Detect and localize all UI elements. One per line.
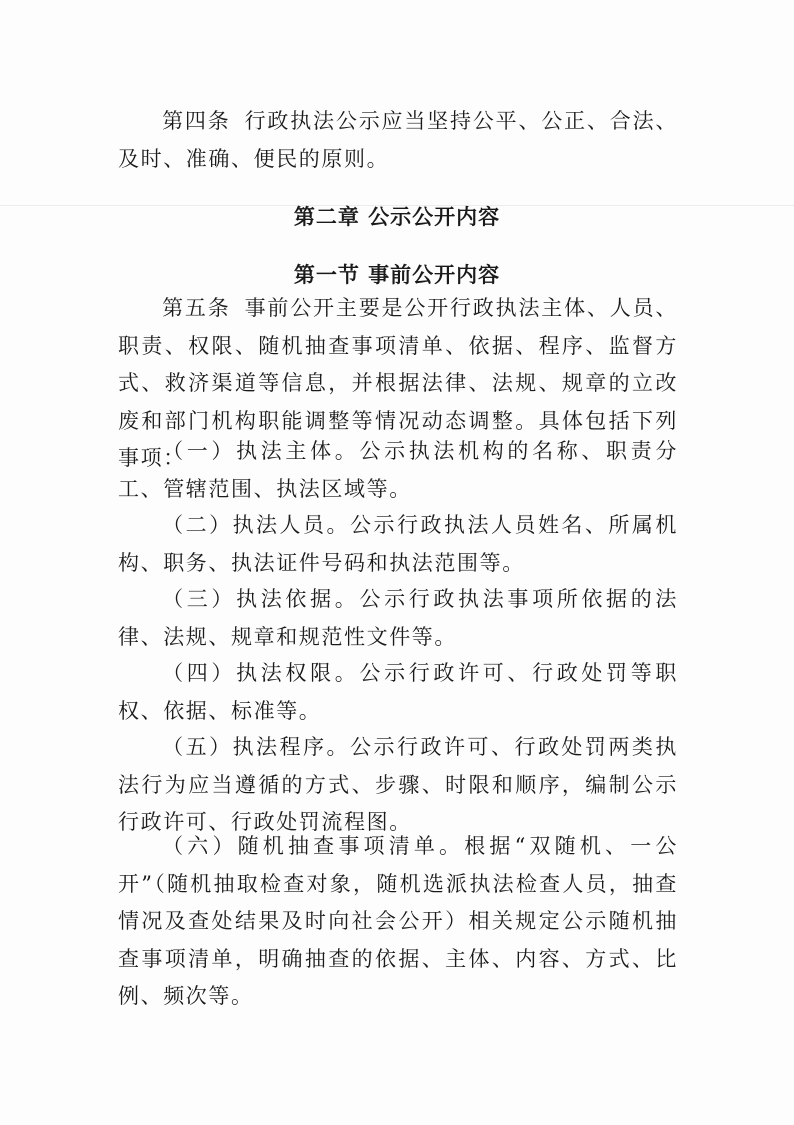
item-2-paragraph: （二）执法人员。公示行政执法人员姓名、所属机构、职务、执法证件号码和执法范围等。: [118, 513, 678, 575]
article-5-label: 第五条: [162, 296, 231, 320]
article-4-paragraph: [118, 103, 678, 178]
article-5-text: 事前公开主要是公开行政执法主体、人员、职责、权限、随机抽查事项清单、依据、程序、监督方式、救济渠道等信息，并根据法律、法规、规章的立改废和部门机构职能调整等情况动态调整。具体包括下列事项：: [118, 296, 678, 470]
item-4-paragraph: （四）执法权限。公示行政许可、行政处罚等职权、依据、标准等。: [118, 661, 678, 723]
chapter-heading: 第二章 公示公开内容: [293, 205, 501, 229]
article-4-text: 行政执法公示应当坚持公平、公正、合法、及时、准确、便民的原则。: [118, 109, 678, 171]
item-1-paragraph: （一）执法主体。公示执法机构的名称、职责分工、管辖范围、执法区域等。: [118, 439, 678, 501]
item-3-paragraph: （三）执法依据。公示行政执法事项所依据的法律、法规、规章和规范性文件等。: [118, 587, 678, 649]
item-6-paragraph: （六）随机抽查事项清单。根据“双随机、一公开”（随机抽取检查对象，随机选派执法检查人员，抽查情况及查处结果及时向社会公开）相关规定公示随机抽查事项清单，明确抽查的依据、主体、内容、方式、比例、频次等。: [118, 834, 678, 1008]
article-4-label: 第四条: [162, 109, 231, 133]
section-heading: 第一节 事前公开内容: [293, 263, 501, 287]
item-5-paragraph: （五）执法程序。公示行政许可、行政处罚两类执法行为应当遵循的方式、步骤、时限和顺序，编制公示行政许可、行政处罚流程图。: [118, 735, 678, 834]
